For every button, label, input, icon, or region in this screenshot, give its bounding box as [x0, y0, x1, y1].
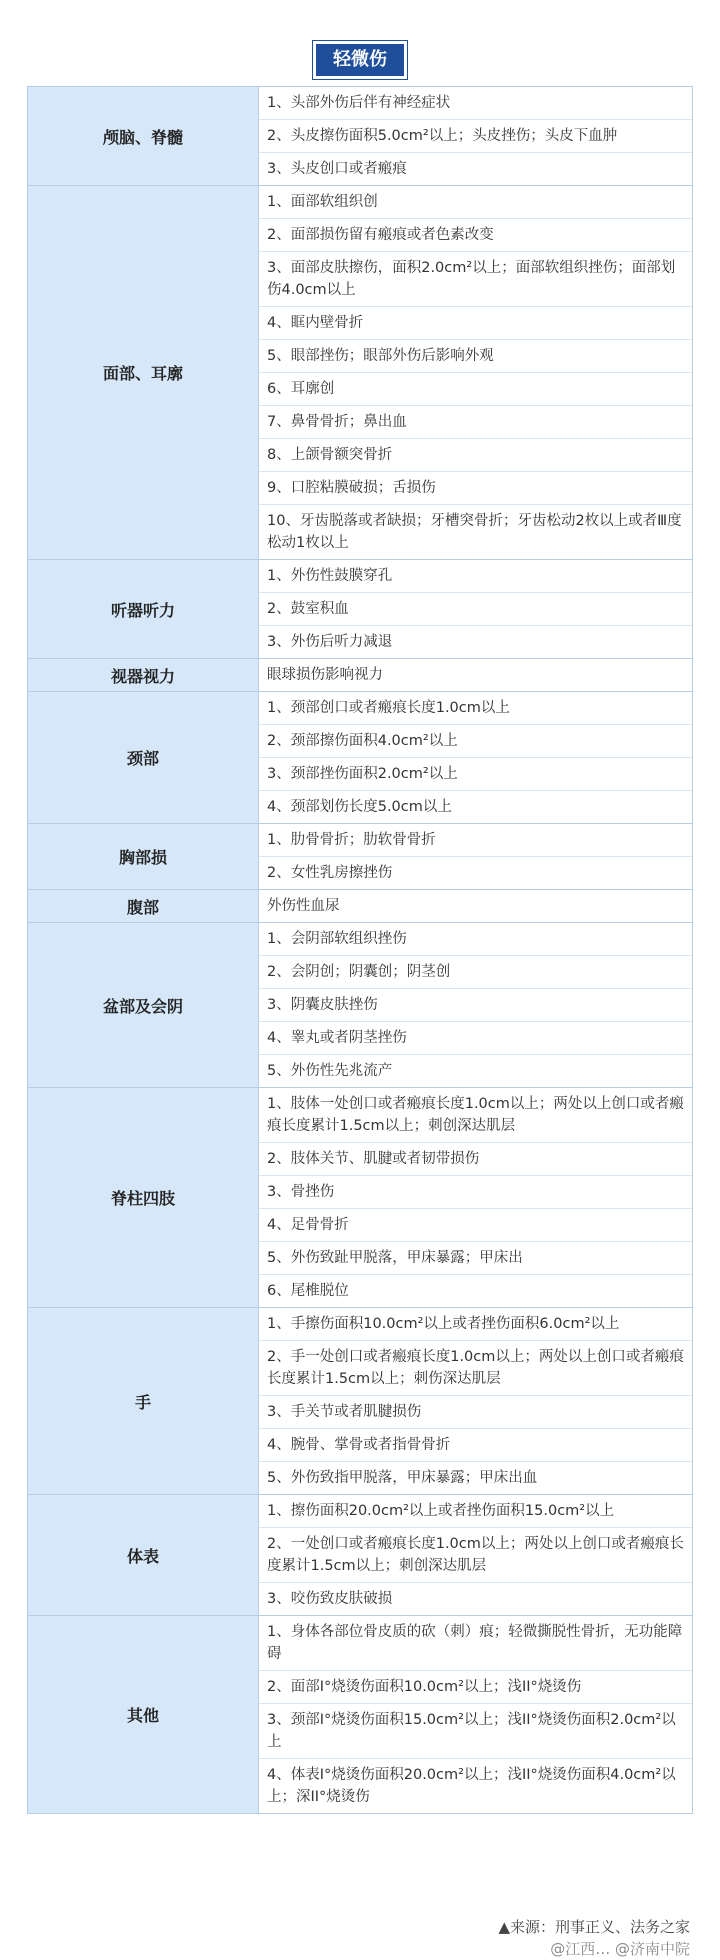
list-item: 5、外伤致指甲脱落，甲床暴露；甲床出血 [267, 1470, 538, 1486]
items-cell [259, 890, 693, 923]
list-item: 外伤性血尿 [267, 898, 340, 914]
list-item: 1、头部外伤后伴有神经症状 [259, 87, 692, 120]
category-cell: 手 [28, 1308, 259, 1495]
table-row [28, 890, 693, 923]
injury-table [27, 86, 693, 1814]
table-row [28, 692, 693, 824]
category-cell: 腹部 [28, 890, 259, 923]
list-item: 2、肢体关节、肌腱或者韧带损伤 [259, 1143, 692, 1176]
items-cell [259, 1616, 693, 1814]
items-cell [259, 923, 693, 1088]
list-item: 6、耳廓创 [259, 373, 692, 406]
items-cell [259, 659, 693, 692]
list-item: 2、一处创口或者瘢痕长度1.0cm以上；两处以上创口或者瘢痕长度累计1.5cm以上；刺创深达肌层 [259, 1528, 692, 1583]
table-row [28, 560, 693, 659]
category-cell: 盆部及会阴 [28, 923, 259, 1088]
list-item: 4、颈部划伤长度5.0cm以上 [267, 799, 452, 815]
category-cell: 颅脑、脊髓 [28, 87, 259, 186]
list-item: 4、体表Ⅰ°烧烫伤面积20.0cm²以上；浅II°烧烫伤面积4.0cm²以上；深II°烧烫伤 [267, 1767, 676, 1805]
list-item: 2、面部损伤留有瘢痕或者色素改变 [259, 219, 692, 252]
list-item: 眼球损伤影响视力 [267, 667, 383, 683]
items-cell [259, 824, 693, 890]
list-item: 8、上颌骨额突骨折 [259, 439, 692, 472]
list-item: 3、手关节或者肌腱损伤 [259, 1396, 692, 1429]
items-cell [259, 87, 693, 186]
items-cell [259, 1308, 693, 1495]
title-badge: 轻微伤 [316, 44, 404, 76]
list-item: 4、睾丸或者阴茎挫伤 [259, 1022, 692, 1055]
list-item: 5、外伤性先兆流产 [267, 1063, 393, 1079]
list-item: 9、口腔粘膜破损；舌损伤 [259, 472, 692, 505]
list-item: 1、颈部创口或者瘢痕长度1.0cm以上 [259, 692, 692, 725]
table-row [28, 824, 693, 890]
table-row [28, 1088, 693, 1308]
list-item: 1、外伤性鼓膜穿孔 [259, 560, 692, 593]
list-item: 3、面部皮肤擦伤，面积2.0cm²以上；面部软组织挫伤；面部划伤4.0cm以上 [259, 252, 692, 307]
watermark: @江西… @济南中院 [550, 1940, 690, 1958]
list-item: 1、身体各部位骨皮质的砍（刺）痕；轻微撕脱性骨折，无功能障碍 [259, 1616, 692, 1671]
category-cell: 颈部 [28, 692, 259, 824]
category-cell: 面部、耳廓 [28, 186, 259, 560]
list-item: 3、骨挫伤 [259, 1176, 692, 1209]
category-cell: 体表 [28, 1495, 259, 1616]
items-cell [259, 186, 693, 560]
table-row [28, 659, 693, 692]
list-item: 7、鼻骨骨折；鼻出血 [259, 406, 692, 439]
list-item: 10、牙齿脱落或者缺损；牙槽突骨折；牙齿松动2枚以上或者Ⅲ度松动1枚以上 [267, 513, 682, 551]
list-item: 1、肋骨骨折；肋软骨骨折 [259, 824, 692, 857]
list-item: 6、尾椎脱位 [267, 1283, 349, 1299]
table-row [28, 1308, 693, 1495]
category-cell: 听器听力 [28, 560, 259, 659]
list-item: 4、腕骨、掌骨或者指骨骨折 [259, 1429, 692, 1462]
list-item: 2、面部Ⅰ°烧烫伤面积10.0cm²以上；浅II°烧烫伤 [259, 1671, 692, 1704]
list-item: 3、颈部Ⅰ°烧烫伤面积15.0cm²以上；浅II°烧烫伤面积2.0cm²以上 [259, 1704, 692, 1759]
list-item: 3、阴囊皮肤挫伤 [259, 989, 692, 1022]
table-row [28, 1495, 693, 1616]
list-item: 1、肢体一处创口或者瘢痕长度1.0cm以上；两处以上创口或者瘢痕长度累计1.5cm以上；刺创深达肌层 [259, 1088, 692, 1143]
table-row [28, 186, 693, 560]
table-row [28, 923, 693, 1088]
list-item: 2、手一处创口或者瘢痕长度1.0cm以上；两处以上创口或者瘢痕长度累计1.5cm以上；刺伤深达肌层 [259, 1341, 692, 1396]
table-row [28, 1616, 693, 1814]
list-item: 3、头皮创口或者瘢痕 [267, 161, 407, 177]
list-item: 1、手擦伤面积10.0cm²以上或者挫伤面积6.0cm²以上 [259, 1308, 692, 1341]
category-cell: 其他 [28, 1616, 259, 1814]
items-cell [259, 1495, 693, 1616]
items-cell [259, 560, 693, 659]
category-cell: 视器视力 [28, 659, 259, 692]
list-item: 2、鼓室积血 [259, 593, 692, 626]
table-row [28, 87, 693, 186]
list-item: 2、头皮擦伤面积5.0cm²以上；头皮挫伤；头皮下血肿 [259, 120, 692, 153]
list-item: 3、外伤后听力减退 [267, 634, 393, 650]
list-item: 4、眶内壁骨折 [259, 307, 692, 340]
list-item: 2、女性乳房擦挫伤 [267, 865, 393, 881]
list-item: 4、足骨骨折 [259, 1209, 692, 1242]
list-item: 1、擦伤面积20.0cm²以上或者挫伤面积15.0cm²以上 [259, 1495, 692, 1528]
list-item: 1、面部软组织创 [259, 186, 692, 219]
list-item: 1、会阴部软组织挫伤 [259, 923, 692, 956]
list-item: 3、咬伤致皮肤破损 [267, 1591, 393, 1607]
category-cell: 脊柱四肢 [28, 1088, 259, 1308]
list-item: 2、颈部擦伤面积4.0cm²以上 [259, 725, 692, 758]
list-item: 2、会阴创；阴囊创；阴茎创 [259, 956, 692, 989]
source-note: ▲来源：刑事正义、法务之家 [498, 1918, 690, 1936]
title-area [0, 44, 720, 76]
injury-table-body [28, 87, 693, 1814]
list-item: 5、眼部挫伤；眼部外伤后影响外观 [259, 340, 692, 373]
items-cell [259, 692, 693, 824]
items-cell [259, 1088, 693, 1308]
list-item: 3、颈部挫伤面积2.0cm²以上 [259, 758, 692, 791]
list-item: 5、外伤致趾甲脱落，甲床暴露；甲床出 [259, 1242, 692, 1275]
category-cell: 胸部损 [28, 824, 259, 890]
